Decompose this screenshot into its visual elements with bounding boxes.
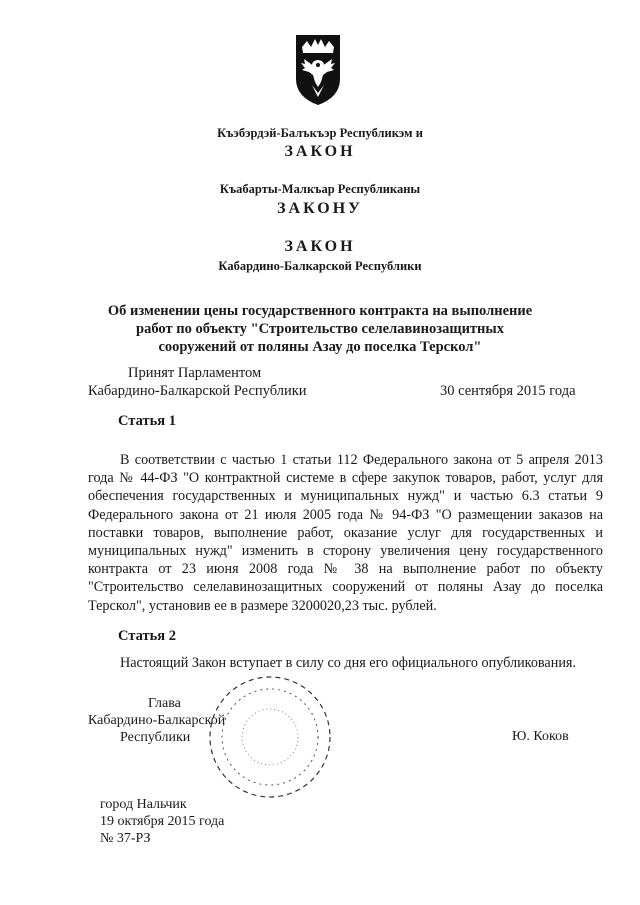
signature-line2: Кабардино-Балкарской [88, 713, 226, 728]
article1-heading: Статья 1 [118, 413, 176, 429]
law-title-line3: сооружений от поляны Азау до поселка Терскол" [158, 339, 482, 355]
signature-line3: Республики [120, 730, 191, 745]
footer-city: город Нальчик [100, 797, 187, 812]
header-russian-line: Кабардино-Балкарской Республики [218, 259, 422, 273]
header-kabardian-line: Къэбэрдэй-Балъкъэр Республикэм и [217, 126, 423, 140]
signatory-name: Ю. Коков [512, 729, 569, 744]
law-title-line2: работ по объекту "Строительство селелавинозащитных [136, 321, 504, 337]
header-balkar-law: ЗАКОНУ [277, 200, 363, 217]
adoption-line2: Кабардино-Балкарской Республики [88, 383, 307, 399]
law-title [0, 302, 640, 356]
footer-date: 19 октября 2015 года [100, 814, 225, 829]
article2-text: Настоящий Закон вступает в силу со дня его официального опубликования. [120, 655, 576, 671]
official-seal-stamp [205, 672, 335, 802]
adoption-date: 30 сентября 2015 года [440, 383, 576, 399]
article1-text: В соответствии с частью 1 статьи 112 Федерального закона от 5 апреля 2013 года № 44-ФЗ "О контрактной системе в сфере закупок товаров, работ, услуг для обеспечения государственных и муниципальных нужд" и частью 6.3 статьи 9 Федерального закона от 21 июля 2005 года № 94-ФЗ "О размещении заказов на поставки товаров, выполнение работ, оказание услуг для государственных и муниципальных нужд" изменить в сторону увеличения цену государственного контракта от 23 июня 2008 года № 38 на выполнение работ по объекту "Строительство селелавинозащитных сооружений от поляны Азау до поселка Терскол", установив ее в размере 3200020,23 тыс. рублей. [88, 452, 603, 614]
header-kabardian-law: ЗАКОН [284, 143, 356, 160]
adoption-line1: Принят Парламентом [128, 365, 262, 381]
footer-number: № 37-РЗ [100, 831, 151, 846]
signature-line1: Глава [148, 696, 181, 711]
coat-of-arms-emblem-icon [293, 33, 343, 107]
law-title-line1: Об изменении цены государственного контракта на выполнение [107, 303, 533, 319]
header-russian-law: ЗАКОН [284, 238, 356, 255]
header-balkar-line: Къабарты-Малкъар Республиканы [219, 182, 421, 196]
article2-heading: Статья 2 [118, 628, 176, 644]
